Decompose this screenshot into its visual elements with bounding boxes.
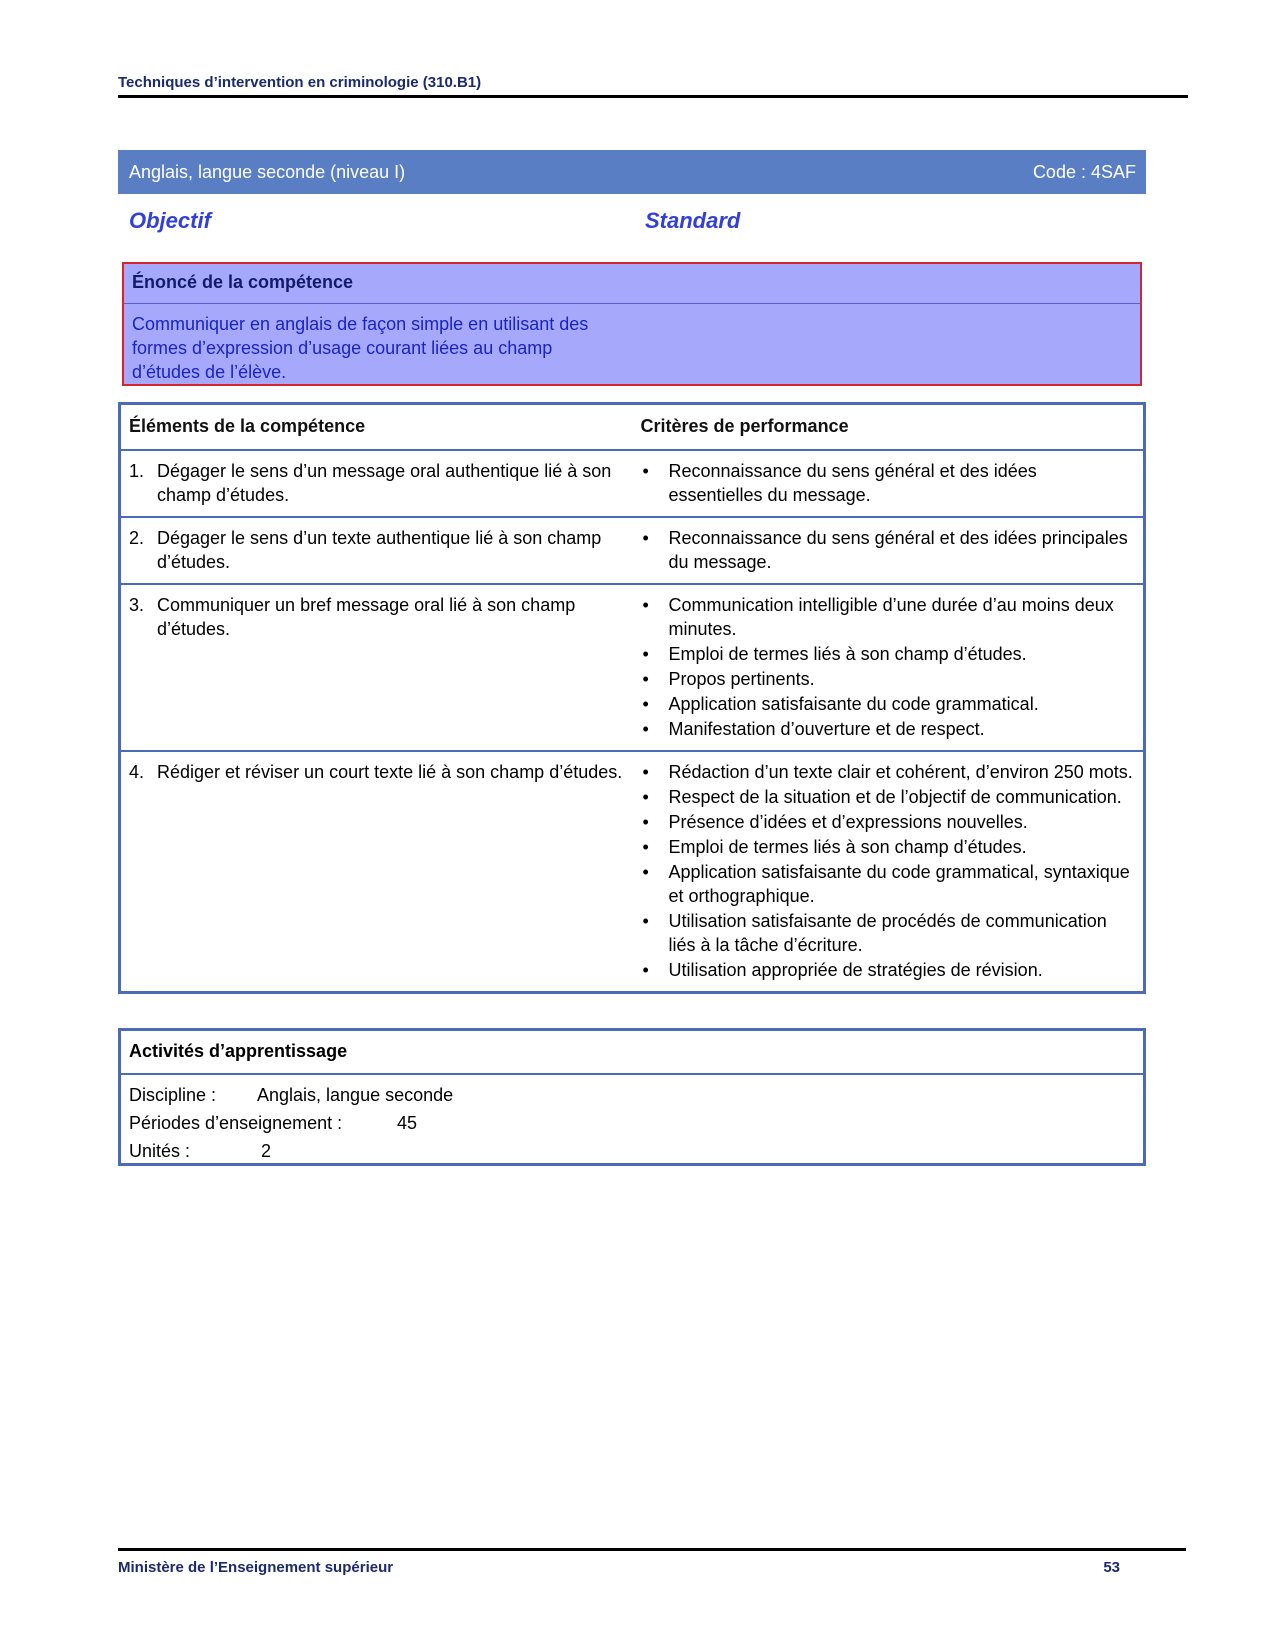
list-item [641,667,1136,691]
standard-label: Standard [645,208,741,233]
bullet-icon: • [642,959,649,980]
criterion-text: Utilisation appropriée de stratégies de révision. [668,959,1043,980]
criterion-text: Reconnaissance du sens général et des idées essentielles du message. [668,460,1037,505]
bullet-icon: • [642,811,649,832]
bullet-icon: • [642,861,649,882]
criterion-text: Emploi de termes liés à son champ d’études. [668,643,1027,664]
table-row [120,517,1145,584]
objective-standard-labels [118,208,1146,238]
list-item [641,760,1136,784]
competency-statement-heading: Énoncé de la compétence [124,264,1140,304]
list-item [641,692,1136,716]
bullet-icon: • [642,668,649,689]
discipline-value: Anglais, langue seconde [257,1085,454,1105]
list-item [641,785,1136,809]
competency-table [118,402,1146,994]
criteria-column-header: Critères de performance [633,404,1145,450]
page-footer [118,1548,1186,1576]
criterion-text: Utilisation satisfaisante de procédés de communication liés à la tâche d’écriture. [668,910,1107,955]
table-row [120,751,1145,993]
element-cell [120,517,633,584]
criterion-text: Emploi de termes liés à son champ d’études. [668,836,1027,857]
periods-row [129,1109,1135,1137]
element-number: 2. [129,527,145,548]
list-item [641,958,1136,982]
list-item [641,860,1136,908]
discipline-row [129,1081,1135,1109]
units-row [129,1137,1135,1165]
criteria-cell [633,584,1145,751]
table-header-row [120,404,1145,450]
element-cell [120,584,633,751]
periods-value: 45 [397,1113,418,1133]
criteria-list [641,526,1136,574]
element-item [129,760,625,784]
criterion-text: Manifestation d’ouverture et de respect. [668,718,985,739]
element-number: 1. [129,460,145,481]
competency-table-body [120,450,1145,993]
learning-activities-heading: Activités d’apprentissage [121,1031,1143,1075]
bullet-icon: • [642,460,649,481]
criterion-text: Reconnaissance du sens général et des idées principales du message. [668,527,1128,572]
activities-details [121,1075,1143,1171]
element-text: Rédiger et réviser un court texte lié à son champ d’études. [157,761,623,782]
list-item [641,810,1136,834]
bullet-icon: • [642,643,649,664]
periods-label: Périodes d’enseignement : [129,1113,343,1133]
units-value: 2 [261,1141,272,1161]
list-item [641,526,1136,574]
criterion-text: Rédaction d’un texte clair et cohérent, d’environ 250 mots. [668,761,1133,782]
element-item [129,526,625,574]
element-cell [120,751,633,993]
criteria-list [641,593,1136,741]
course-code: Code : 4SAF [1032,161,1136,182]
table-row [120,450,1145,517]
element-item [129,593,625,641]
element-text: Communiquer un bref message oral lié à son champ d’études. [157,594,576,639]
element-item [129,459,625,507]
criterion-text: Communication intelligible d’une durée d’au moins deux minutes. [668,594,1114,639]
discipline-label: Discipline : [129,1085,217,1105]
bullet-icon: • [642,786,649,807]
bullet-icon: • [642,693,649,714]
competency-statement-text: Communiquer en anglais de façon simple en utilisant des formes d’expression d’usage courant liées au champ d’études de l’élève. [132,314,589,382]
table-row [120,584,1145,751]
list-item [641,909,1136,957]
list-item [641,459,1136,507]
element-number: 4. [129,761,145,782]
page-number: 53 [1103,1559,1120,1576]
criterion-text: Application satisfaisante du code grammatical. [668,693,1039,714]
criteria-cell [633,450,1145,517]
list-item [641,642,1136,666]
criterion-text: Présence d’idées et d’expressions nouvelles. [668,811,1028,832]
element-text: Dégager le sens d’un texte authentique lié à son champ d’études. [157,527,602,572]
objective-label: Objectif [129,208,211,233]
criterion-text: Respect de la situation et de l’objectif de communication. [668,786,1122,807]
criteria-list [641,459,1136,507]
element-text: Dégager le sens d’un message oral authentique lié à son champ d’études. [157,460,612,505]
bullet-icon: • [642,527,649,548]
bullet-icon: • [642,594,649,615]
element-cell [120,450,633,517]
running-header: Techniques d’intervention en criminologie (310.B1) [118,74,1188,98]
list-item [641,835,1136,859]
course-title: Anglais, langue seconde (niveau I) [129,161,406,182]
units-label: Unités : [129,1141,191,1161]
criteria-list [641,760,1136,982]
bullet-icon: • [642,718,649,739]
element-number: 3. [129,594,145,615]
competency-statement-box [122,262,1142,386]
learning-activities-box [118,1028,1146,1166]
criterion-text: Propos pertinents. [668,668,815,689]
list-item [641,717,1136,741]
bullet-icon: • [642,836,649,857]
elements-column-header: Éléments de la compétence [120,404,633,450]
course-title-bar [118,150,1146,194]
criterion-text: Application satisfaisante du code grammatical, syntaxique et orthographique. [668,861,1130,906]
bullet-icon: • [642,910,649,931]
footer-ministry: Ministère de l’Enseignement supérieur [118,1559,394,1576]
bullet-icon: • [642,761,649,782]
criteria-cell [633,517,1145,584]
list-item [641,593,1136,641]
criteria-cell [633,751,1145,993]
